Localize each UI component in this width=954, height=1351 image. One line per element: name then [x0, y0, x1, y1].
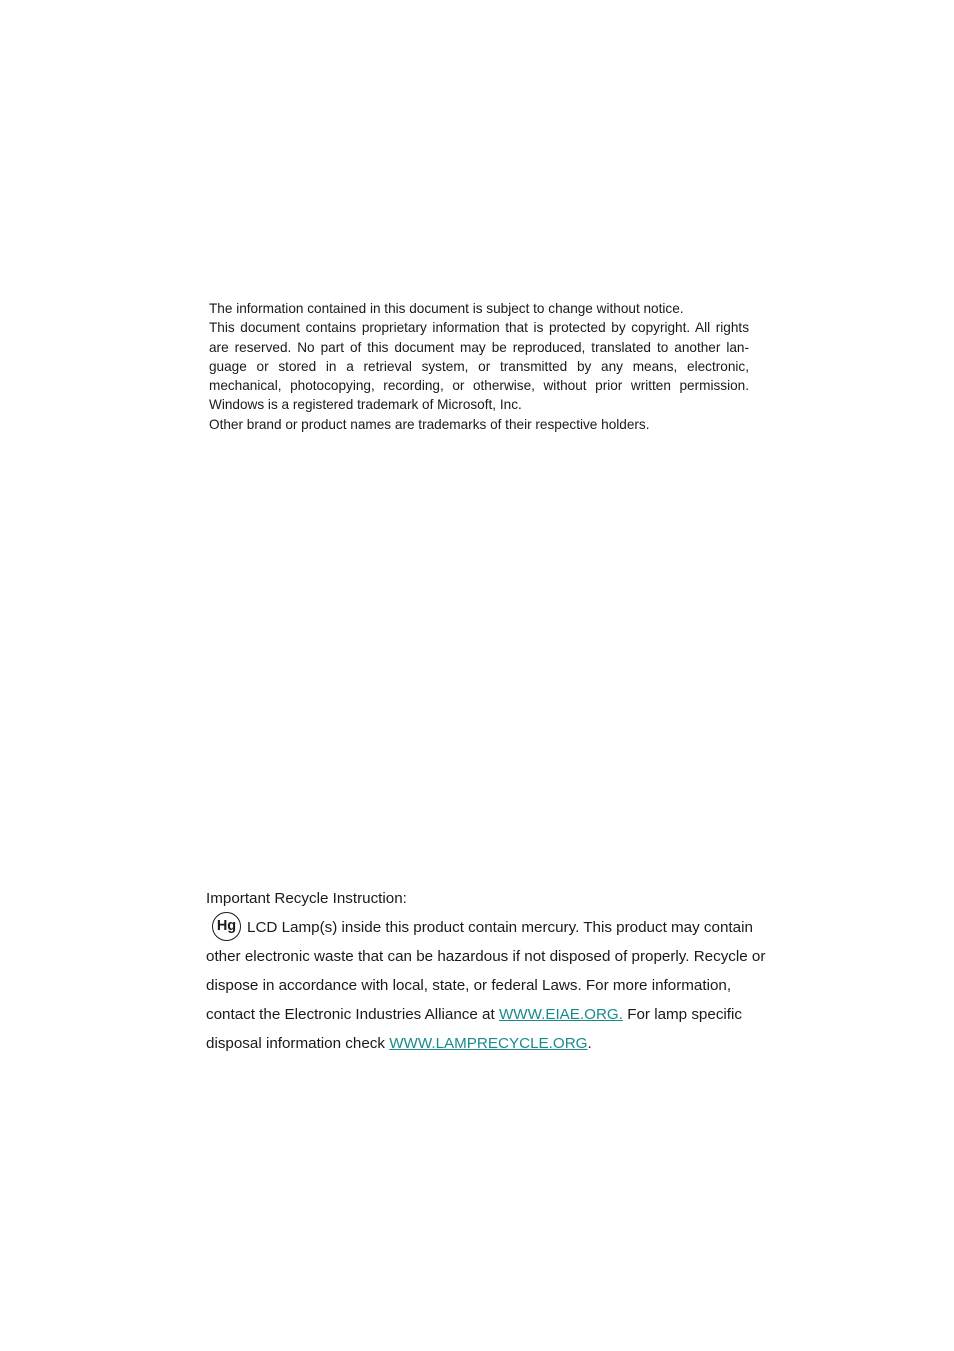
lamprecycle-suffix-text: .: [587, 1035, 592, 1053]
recycle-instructions: [206, 884, 766, 1058]
recycle-line-mercury: [206, 913, 766, 942]
notice-line-retrieval: guage or stored in a retrieval system, or transmitted by any means, electronic,: [209, 358, 749, 374]
recycle-line-lamprecycle: [206, 1029, 766, 1058]
lamprecycle-prefix-text: disposal information check: [206, 1035, 390, 1053]
copyright-notice: [209, 299, 749, 434]
recycle-heading: Important Recycle Instruction:: [206, 890, 407, 907]
notice-line-change: The information contained in this document is subject to change without notice.: [209, 301, 684, 316]
recycle-line-eiae: [206, 1000, 766, 1029]
lamprecycle-link[interactable]: WWW.LAMPRECYCLE.ORG: [389, 1035, 588, 1053]
notice-line-permission: mechanical, photocopying, recording, or otherwise, without prior written permission.: [209, 378, 749, 394]
notice-line-reserved: are reserved. No part of this document may be reproduced, translated to another lan-: [209, 339, 749, 355]
notice-line-copyright: This document contains proprietary information that is protected by copyright. All rights: [209, 320, 749, 336]
notice-line-other-trademarks: Other brand or product names are trademarks of their respective holders.: [209, 416, 650, 432]
recycle-mercury-text: LCD Lamp(s) inside this product contain mercury. This product may contain: [247, 919, 753, 936]
eiae-suffix-text: For lamp specific: [622, 1006, 742, 1024]
recycle-line-hazard: other electronic waste that can be hazardous if not disposed of properly. Recycle or: [206, 948, 766, 966]
eiae-link[interactable]: WWW.EIAE.ORG.: [498, 1006, 623, 1024]
notice-line-windows-trademark: Windows is a registered trademark of Microsoft, Inc.: [209, 397, 522, 413]
recycle-line-laws: dispose in accordance with local, state, or federal Laws. For more information,: [206, 977, 732, 995]
mercury-hg-icon: Hg: [212, 912, 241, 941]
eiae-prefix-text: contact the Electronic Industries Alliance at: [206, 1006, 499, 1024]
